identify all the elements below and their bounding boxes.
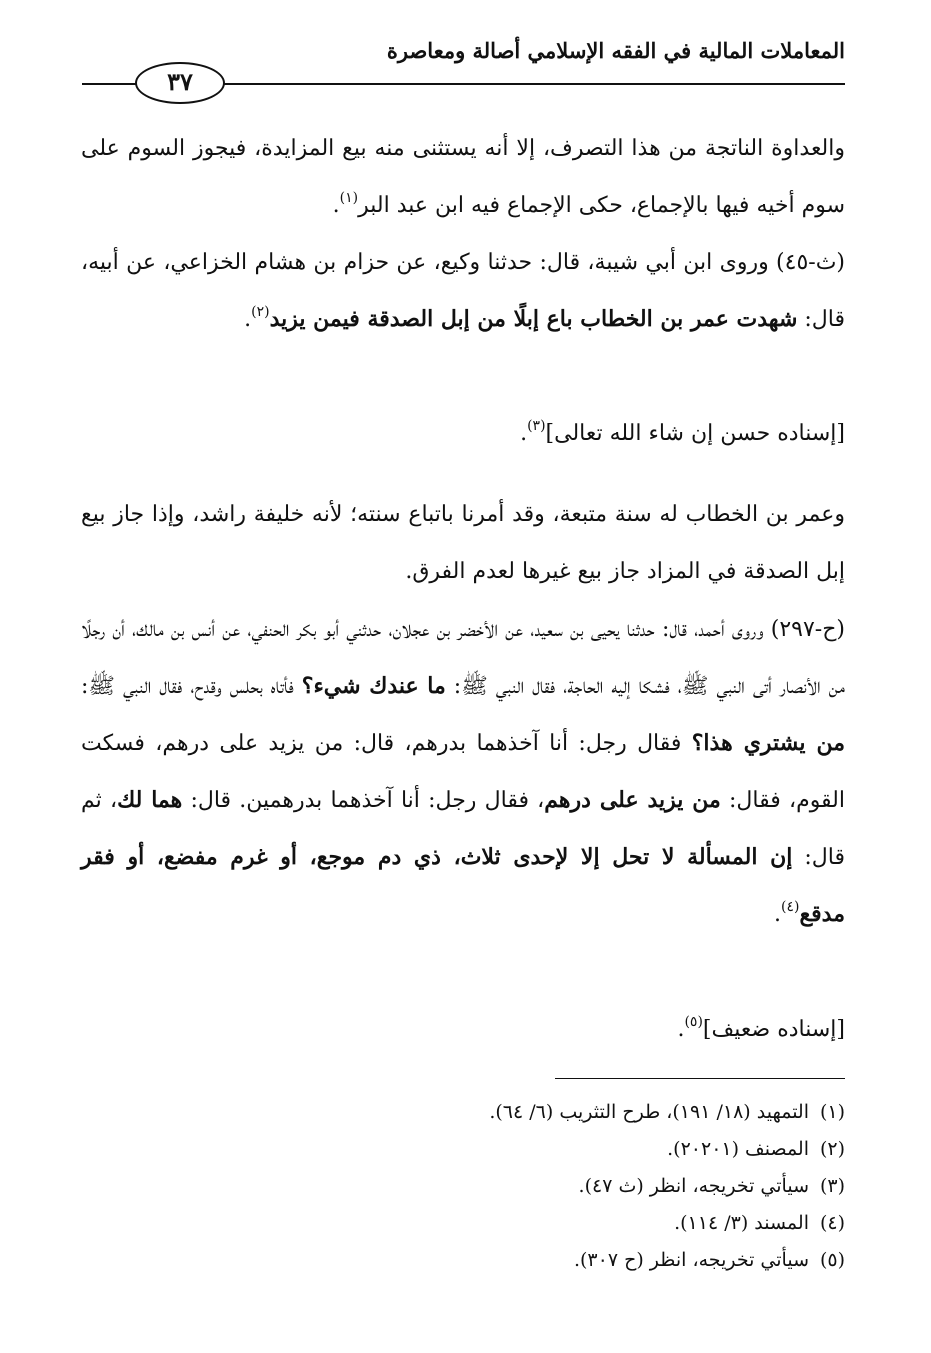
footnote-5 (81, 1242, 845, 1279)
footnote-number: (٥) (819, 1249, 845, 1271)
footnote-text: سيأتي تخريجه، انظر (ح ٣٠٧). (573, 1249, 809, 1271)
footnote-number: (٤) (819, 1212, 845, 1234)
paragraph-5-text-e: ، فقال رجل: أنا آخذهما بدرهمين. قال: (182, 788, 545, 813)
paragraph-6-end: . (677, 1017, 685, 1042)
paragraph-5-quote-5: إن المسألة لا تحل إلا لإحدى ثلاث، ذي دم موجع، أو غرم مفضع، أو فقر مدقع (81, 844, 845, 927)
paragraph-4-text: وعمر بن الخطاب له سنة متبعة، وقد أمرنا باتباع سنته؛ لأنه خليفة راشد، وإذا جاز بيع إبل الصدقة في المزاد جاز بيع غيرها لعدم الفرق. (81, 502, 845, 584)
footnote-number: (١) (819, 1101, 845, 1123)
paragraph-2-quote: شهدت عمر بن الخطاب باع إبلًا من إبل الصدقة فيمن يزيد (269, 306, 798, 332)
footnote-ref-3: (٣) (527, 418, 546, 434)
paragraph-5-text-c: فأتاه بحلس وقدح، فقال النبي ﷺ: (81, 674, 302, 699)
footnote-ref-4: (٤) (780, 899, 800, 915)
running-title: المعاملات المالية في الفقه الإسلامي أصالة ومعاصرة (386, 38, 845, 63)
paragraph-5-end: . (773, 902, 781, 927)
paragraph-2-end: . (244, 307, 252, 332)
paragraph-4 (81, 486, 845, 600)
paragraph-1-end: . (332, 193, 340, 218)
paragraph-2-text: (ث-٤٥) وروى ابن أبي شيبة، قال: حدثنا وكيع، عن حزام بن هشام الخزاعي، عن أبيه، قال: (81, 250, 845, 332)
paragraph-5-text-d: فقال رجل: أنا آخذهما بدرهم، قال: من يزيد على درهم، فسكت القوم، فقال: (81, 731, 845, 813)
paragraph-5-quote-1: ما عندك شيء؟ (301, 673, 446, 699)
paragraph-5-text-f: ، ثم قال: (81, 788, 846, 870)
footnote-ref-5: (٥) (684, 1014, 703, 1030)
paragraph-3-text: [إسناده حسن إن شاء الله تعالى] (545, 421, 845, 446)
paragraph-1 (81, 120, 845, 234)
footnote-ref-2: (٢) (251, 304, 270, 320)
footnote-1 (81, 1094, 845, 1131)
footnote-text: التمهيد (١٨/ ١٩١)، طرح التثريب (٦/ ٦٤). (489, 1101, 809, 1123)
footnote-text: المسند (٣/ ١١٤). (674, 1212, 809, 1234)
paragraph-5 (81, 601, 845, 943)
paragraph-3 (81, 405, 845, 462)
paragraph-5-text-a: (ح-٢٩٧) وروى أحمد، قال: حدثنا يحيى بن سعيد، عن الأخضر بن عجلان، حدثني أبو بكر الحنفي، عن أنس بن مالك، أن رجلًا من الأنصار أتى النبي ﷺ، فشكا إليه الحاجة، فقال النبي ﷺ: (81, 617, 846, 699)
page-number: ٣٧ (135, 62, 225, 104)
footnote-ref-1: (١) (339, 190, 359, 206)
paragraph-6 (81, 1001, 845, 1058)
footnote-3 (81, 1168, 845, 1205)
footnote-number: (٣) (819, 1175, 845, 1197)
paragraph-5-quote-2: من يشتري هذا؟ (691, 730, 845, 756)
paragraph-6-text: [إسناده ضعيف] (702, 1017, 845, 1042)
footnote-number: (٢) (819, 1138, 845, 1160)
footnote-2 (81, 1131, 845, 1168)
footnote-text: سيأتي تخريجه، انظر (ث ٤٧). (578, 1175, 809, 1197)
paragraph-2 (81, 234, 845, 348)
footnote-rule (555, 1078, 845, 1079)
paragraph-1-text: والعداوة الناتجة من هذا التصرف، إلا أنه يستثنى منه بيع المزايدة، فيجوز السوم على سوم أخيه فيها بالإجماع، حكى الإجماع فيه ابن عبد البر (81, 136, 845, 218)
footnote-4 (81, 1205, 845, 1242)
paragraph-5-quote-3: من يزيد على درهم (544, 787, 721, 813)
paragraph-3-end: . (520, 421, 528, 446)
footnotes (81, 1094, 845, 1279)
footnote-text: المصنف (٢٠٢٠١). (667, 1138, 809, 1160)
paragraph-5-quote-4: هما لك (117, 787, 183, 813)
